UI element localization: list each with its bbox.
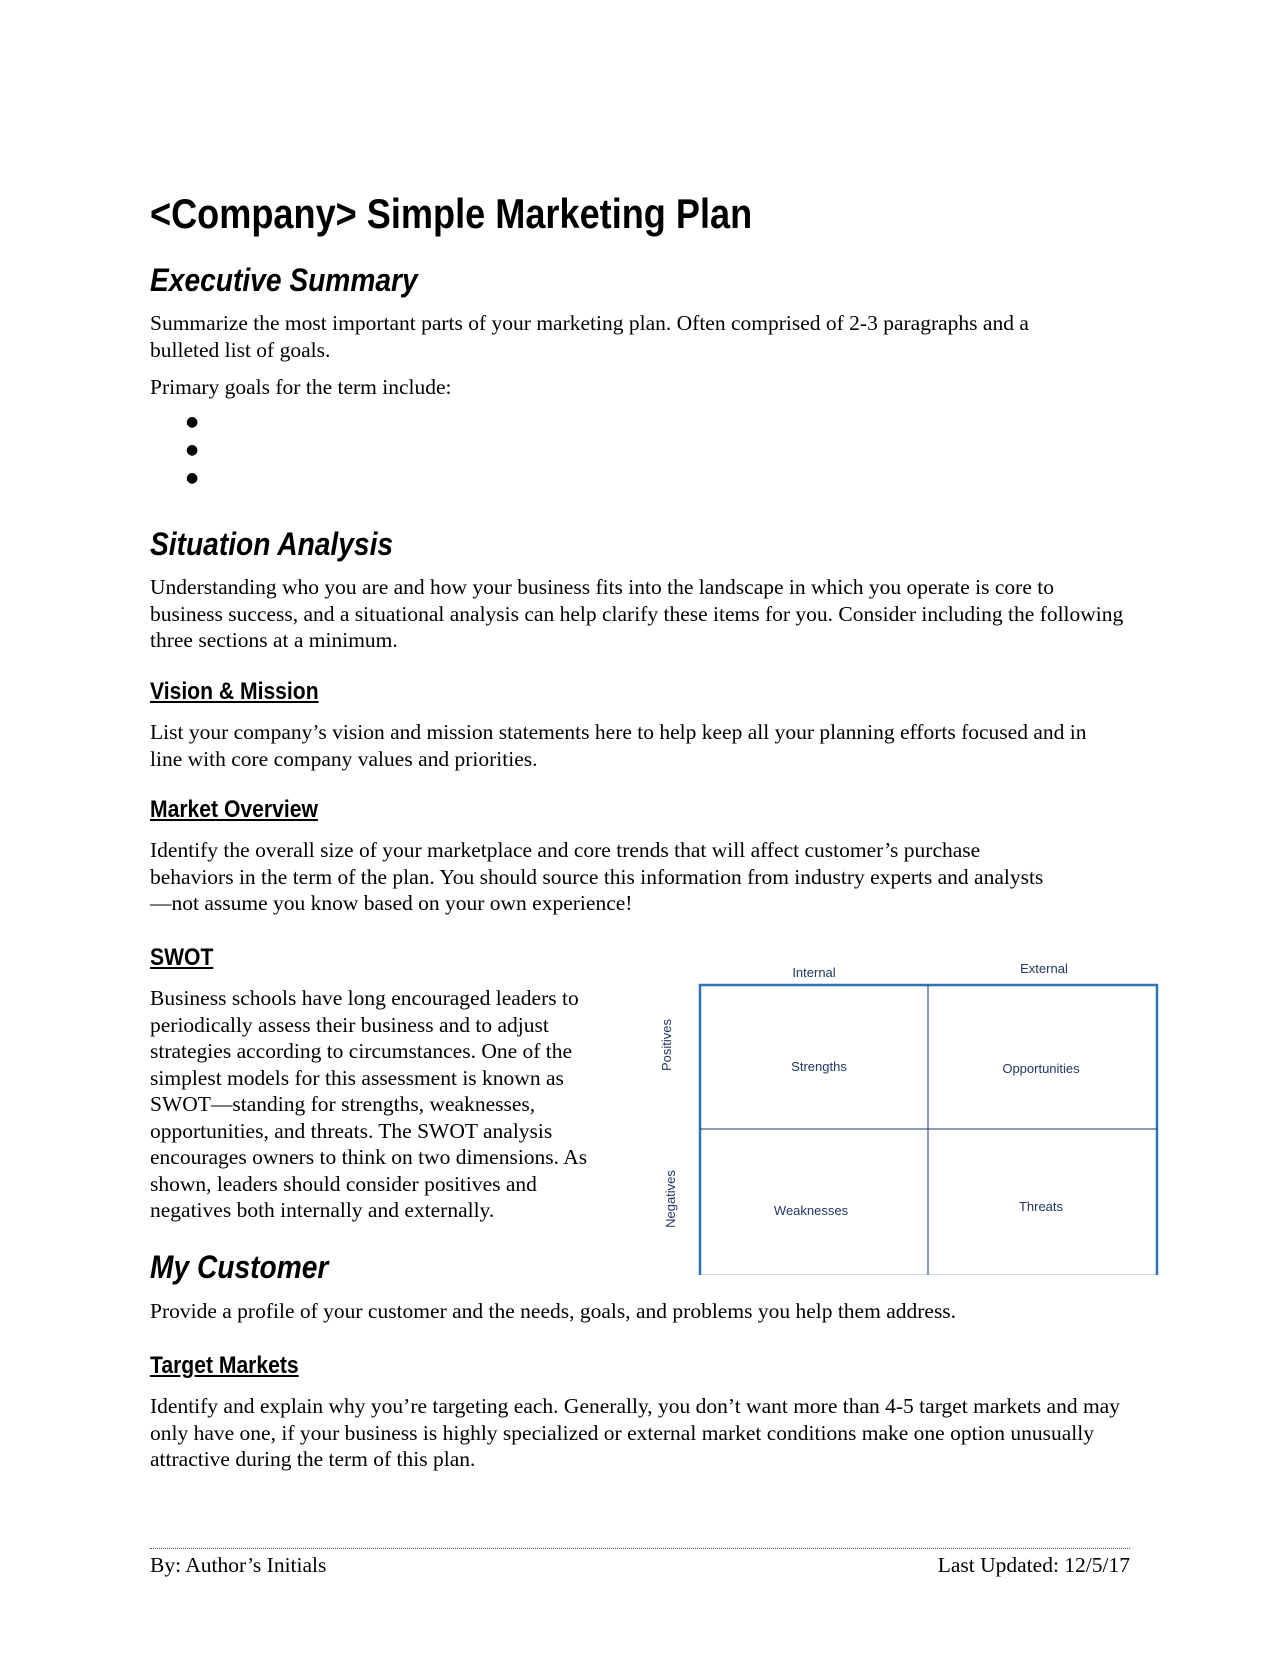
- swot-strengths: Strengths: [791, 1059, 847, 1074]
- executive-summary-paragraph: Summarize the most important parts of your marketing plan. Often comprised of 2-3 paragraphs and a bulleted list of goals.: [150, 311, 1029, 362]
- my-customer-paragraph: Provide a profile of your customer and the needs, goals, and problems you help them address.: [150, 1299, 957, 1323]
- document-title: <Company> Simple Marketing Plan: [150, 190, 753, 237]
- swot-row-negatives: Negatives: [663, 1170, 678, 1228]
- target-markets-heading: Target Markets: [150, 1352, 299, 1379]
- swot-col-internal: Internal: [792, 965, 836, 980]
- swot-heading: SWOT: [150, 944, 214, 971]
- situation-analysis-heading: Situation Analysis: [150, 526, 394, 562]
- target-markets-paragraph: Identify and explain why you’re targeting each. Generally, you don’t want more than 4-5 target markets and may only have one, if your business is highly specialized or external market conditions make one option unusually attractive during the term of this plan.: [150, 1394, 1120, 1471]
- footer-divider: [150, 1548, 1130, 1549]
- goals-intro: Primary goals for the term include:: [150, 375, 452, 399]
- footer-author: By: Author’s Initials: [150, 1553, 327, 1577]
- situation-analysis-paragraph: Understanding who you are and how your business fits into the landscape in which you operate is core to business success, and a situational analysis can help clarify these items for you. Consider including the following three sections at a minimum.: [150, 575, 1124, 652]
- executive-summary-heading: Executive Summary: [150, 262, 418, 298]
- vision-mission-paragraph: List your company’s vision and mission statements here to help keep all your planning efforts focused and in line with core company values and priorities.: [150, 720, 1087, 771]
- footer-last-updated: Last Updated: 12/5/17: [937, 1553, 1130, 1577]
- market-overview-heading: Market Overview: [150, 796, 318, 823]
- swot-threats: Threats: [1018, 1199, 1064, 1214]
- swot-paragraph: Business schools have long encouraged leaders to periodically assess their business and to adjust strategies according to circumstances. One of the simplest models for this assessment is known as SWOT—standing for strengths, weaknesses, opportunities, and threats. The SWOT analysis encourages owners to think on two dimensions. As shown, leaders should consider positives and negatives both internally and externally.: [150, 986, 588, 1222]
- vision-mission-heading: Vision & Mission: [150, 678, 319, 705]
- swot-opportunities: Opportunities: [1002, 1061, 1080, 1076]
- swot-row-positives: Positives: [659, 1018, 674, 1072]
- market-overview-paragraph: Identify the overall size of your marketplace and core trends that will affect customer’s purchase behaviors in the term of the plan. You should source this information from industry experts and analysts—not assume you know based on your own experience!: [150, 838, 1044, 915]
- swot-weaknesses: Weaknesses: [773, 1203, 849, 1218]
- swot-diagram: [630, 945, 1160, 1275]
- my-customer-heading: My Customer: [150, 1249, 329, 1285]
- swot-col-external: External: [1020, 961, 1068, 976]
